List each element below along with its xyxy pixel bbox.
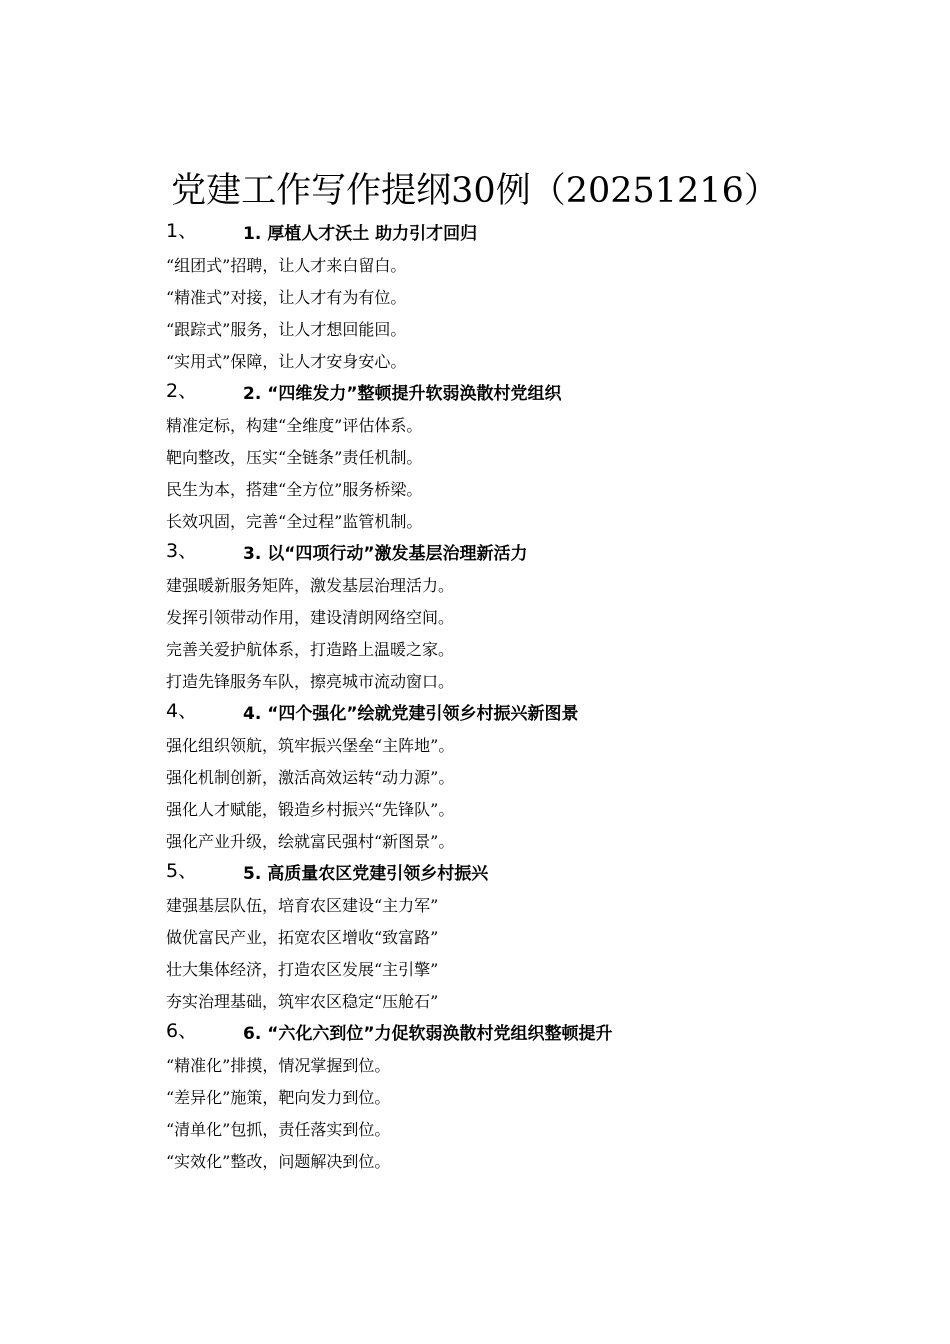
outline-line: 强化组织领航，筑牢振兴堡垒“主阵地”。 [166,736,455,755]
section-title: 2. “四维发力”整顿提升软弱涣散村党组织 [243,384,562,404]
outline-line: 发挥引领带动作用，建设清朗网络空间。 [166,608,455,627]
outline-line: 强化机制创新，激活高效运转“动力源”。 [166,768,455,787]
outline-line: 完善关爱护航体系，打造路上温暖之家。 [166,640,455,659]
outline-line: 精准定标，构建“全维度”评估体系。 [166,416,423,435]
outline-line: 强化产业升级，绘就富民强村“新图景”。 [166,832,455,851]
section-title: 1. 厚植人才沃土 助力引才回归 [243,224,478,244]
outline-line: 打造先锋服务车队，擦亮城市流动窗口。 [166,672,455,691]
outline-line: 长效巩固，完善“全过程”监管机制。 [166,512,423,531]
outline-line: 做优富民产业，拓宽农区增收“致富路” [166,928,439,947]
outline-section-3 [166,538,886,698]
outline-line: “精准式”对接，让人才有为有位。 [166,288,407,307]
outline-line: “实效化”整改，问题解决到位。 [166,1152,391,1171]
section-lines [166,890,886,1018]
section-index: 3、 [166,540,198,562]
outline-line: “实用式”保障，让人才安身安心。 [166,352,407,371]
section-title: 5. 高质量农区党建引领乡村振兴 [243,864,489,884]
outline-line: 夯实治理基础，筑牢农区稳定“压舱石” [166,992,439,1011]
outline-section-4 [166,698,886,858]
section-index: 2、 [166,380,198,402]
outline-section-2 [166,378,886,538]
section-heading [166,378,886,410]
section-title: 4. “四个强化”绘就党建引领乡村振兴新图景 [243,704,579,724]
section-lines [166,570,886,698]
section-heading [166,1018,886,1050]
outline-line: “清单化”包抓，责任落实到位。 [166,1120,391,1139]
section-heading [166,538,886,570]
document-title: 党建工作写作提纲30例（20251216） [171,171,779,211]
section-index: 1、 [166,220,198,242]
outline-line: “组团式”招聘，让人才来白留白。 [166,256,407,275]
outline-line: 靶向整改，压实“全链条”责任机制。 [166,448,423,467]
outline-section-5 [166,858,886,1018]
outline-section-6 [166,1018,886,1178]
outline-line: 壮大集体经济，打造农区发展“主引擎” [166,960,439,979]
section-title: 3. 以“四项行动”激发基层治理新活力 [243,544,528,564]
outline-line: “精准化”排摸，情况掌握到位。 [166,1056,391,1075]
section-index: 6、 [166,1020,198,1042]
outline-line: 强化人才赋能，锻造乡村振兴“先锋队”。 [166,800,455,819]
outline-section-1 [166,218,886,378]
section-heading [166,858,886,890]
outline-line: “差异化”施策，靶向发力到位。 [166,1088,391,1107]
section-lines [166,1050,886,1178]
outline-line: 建强暖新服务矩阵，激发基层治理活力。 [166,576,455,595]
section-lines [166,410,886,538]
outline-line: 建强基层队伍，培育农区建设“主力军” [166,896,439,915]
section-heading [166,218,886,250]
section-heading [166,698,886,730]
section-index: 4、 [166,700,198,722]
outline-line: “跟踪式”服务，让人才想回能回。 [166,320,407,339]
section-index: 5、 [166,860,198,882]
document-body [166,218,886,1178]
section-lines [166,250,886,378]
section-lines [166,730,886,858]
outline-line: 民生为本，搭建“全方位”服务桥梁。 [166,480,423,499]
section-title: 6. “六化六到位”力促软弱涣散村党组织整顿提升 [243,1024,613,1044]
